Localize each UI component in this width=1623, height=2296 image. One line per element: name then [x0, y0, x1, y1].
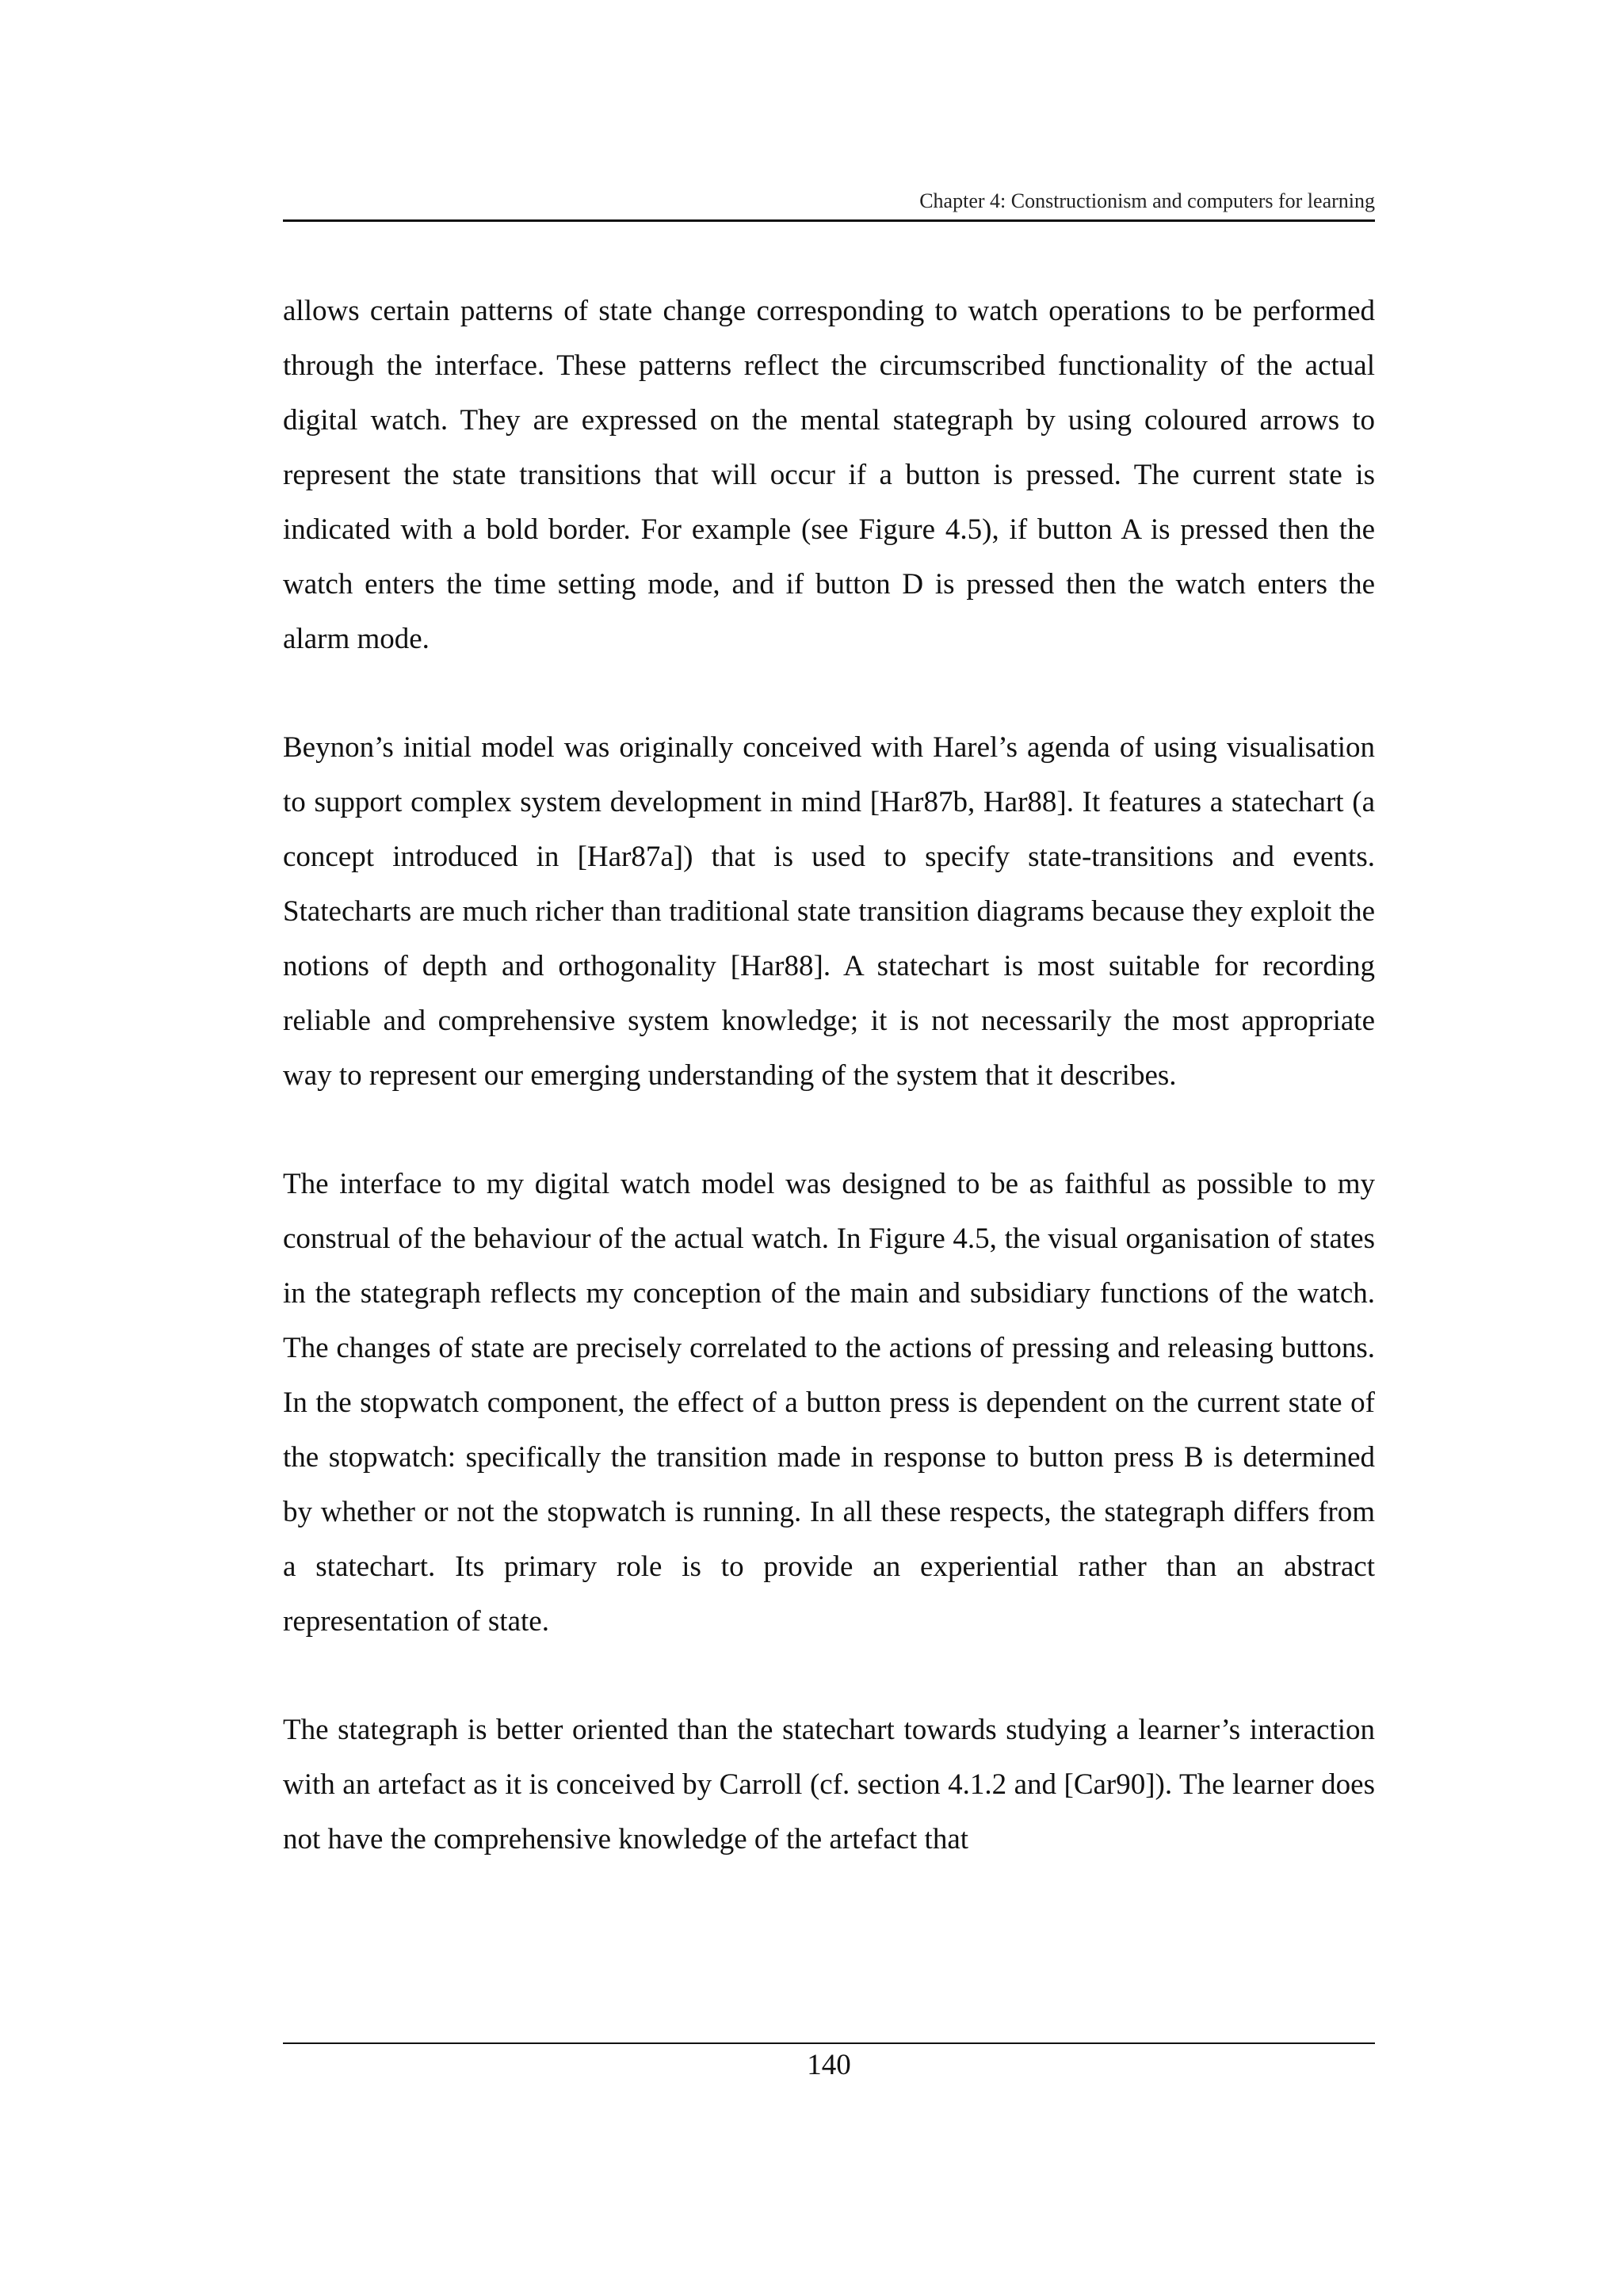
footer-rule [283, 2042, 1375, 2044]
page-number: 140 [807, 2049, 851, 2081]
header-rule [283, 219, 1375, 222]
running-header: Chapter 4: Constructionism and computers for learning [919, 189, 1375, 212]
paragraph-2: Beynon’s initial model was originally conceived with Harel’s agenda of using visualisation to support complex system development in mind [Har87b, Har88]. It features a statechart (a concept introduced in [Har87a]) that is used to specify state-transitions and events. Statecharts are much richer than traditional state transition diagrams because they exploit the notions of depth and orthogonality [Har88]. A statechart is most suitable for recording reliable and comprehensive system knowledge; it is not necessarily the most appropriate way to represent our emerging understanding of the system that it describes. [283, 731, 1375, 1092]
paragraph-3: The interface to my digital watch model was designed to be as faithful as possible to my construal of the behaviour of the actual watch. In Figure 4.5, the visual organisation of states in the stategraph reflects my conception of the main and subsidiary functions of the watch. The changes of state are precisely correlated to the actions of pressing and releasing buttons. In the stopwatch component, the effect of a button press is dependent on the current state of the stopwatch: specifically the transition made in response to button press B is determined by whether or not the stopwatch is running. In all these respects, the stategraph differs from a statechart. Its primary role is to provide an experiential rather than an abstract representation of state. [283, 1168, 1375, 1638]
paragraph-4: The stategraph is better oriented than the statechart towards studying a learner’s interaction with an artefact as it is conceived by Carroll (cf. section 4.1.2 and [Car90]). The learner does not have the comprehensive knowledge of the artefact that [283, 1714, 1375, 1855]
body-text [283, 284, 1375, 1920]
paragraph-1: allows certain patterns of state change corresponding to watch operations to be performed through the interface. These patterns reflect the circumscribed functionality of the actual digital watch. They are expressed on the mental stategraph by using coloured arrows to represent the state transitions that will occur if a button is pressed. The current state is indicated with a bold border. For example (see Figure 4.5), if button A is pressed then the watch enters the time setting mode, and if button D is pressed then the watch enters the alarm mode. [283, 295, 1375, 655]
